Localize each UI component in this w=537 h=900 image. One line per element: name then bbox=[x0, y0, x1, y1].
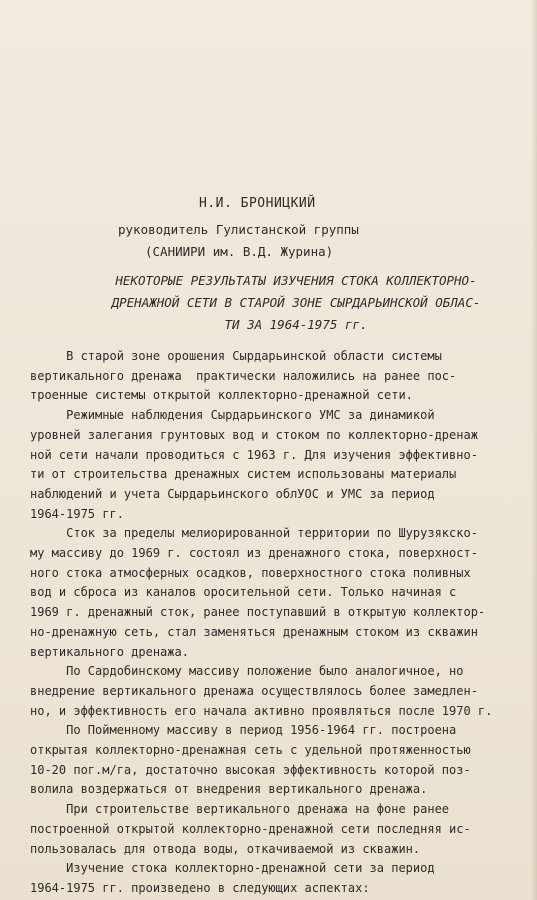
text-line: му массиву до 1969 г. состоял из дренажного стока, поверхност- bbox=[30, 546, 478, 561]
author-name: Н.И. БРОНИЦКИЙ bbox=[199, 196, 316, 211]
text-line: но-дренажную сеть, стал заменяться дренажным стоком из скважин bbox=[30, 624, 478, 639]
text-line: По Сардобинскому массиву положение было аналогичное, но bbox=[30, 664, 464, 679]
text-line: 1969 г. дренажный сток, ранее поступавший в открытую коллектор- bbox=[30, 605, 486, 620]
text-line: В старой зоне орошения Сырдарьинской области системы bbox=[30, 349, 442, 363]
text-line: ного стока атмосферных осадков, поверхностного стока поливных bbox=[30, 565, 471, 580]
text-line: вертикального дренажа практически наложились на ранее пос- bbox=[30, 368, 457, 383]
affiliation-line: руководитель Гулистанской группы bbox=[118, 222, 359, 237]
text-line: 1964-1975 гг. bbox=[30, 506, 124, 521]
text-line: открытая коллекторно-дренажная сеть с удельной протяженностью bbox=[30, 743, 471, 758]
author-affiliation bbox=[118, 219, 359, 263]
title-line: ТИ ЗА 1964-1975 гг. bbox=[224, 317, 368, 332]
article-title bbox=[86, 270, 506, 336]
title-line: НЕКОТОРЫЕ РЕЗУЛЬТАТЫ ИЗУЧЕНИЯ СТОКА КОЛЛЕКТОРНО- bbox=[115, 273, 477, 288]
text-line: уровней залегания грунтовых вод и стоком по коллекторно-дренаж bbox=[30, 427, 478, 442]
title-line: ДРЕНАЖНОЙ СЕТИ В СТАРОЙ ЗОНЕ СЫРДАРЬИНСКОЙ ОБЛАС- bbox=[111, 295, 481, 310]
text-line: 10-20 пог.м/га, достаточно высокая эффективность которой поз- bbox=[30, 762, 471, 777]
text-line: пользовалась для отвода воды, откачиваемой из скважин. bbox=[30, 841, 421, 856]
text-line: построенной открытой коллекторно-дренажной сети последняя ис- bbox=[30, 821, 471, 836]
text-line: вертикального дренажа. bbox=[30, 644, 189, 659]
text-line: ной сети начали проводиться с 1963 г. Для изучения эффективно- bbox=[30, 447, 478, 462]
text-line: вод и сброса из каналов оросительной сети. Только начиная с bbox=[30, 585, 457, 600]
text-line: 1964-1975 гг. произведено в следующих аспектах: bbox=[30, 880, 370, 895]
text-line: Сток за пределы мелиорированной территории по Шурузякско- bbox=[30, 526, 478, 541]
affiliation-line: (САНИИРИ им. В.Д. Журина) bbox=[145, 244, 334, 259]
text-line: По Пойменному массиву в период 1956-1964 гг. построена bbox=[30, 723, 457, 738]
text-line: Режимные наблюдения Сырдарьинского УМС за динамикой bbox=[30, 408, 435, 423]
text-line: троенные системы открытой коллекторно-дренажной сети. bbox=[30, 388, 413, 403]
text-line: но, и эффективность его начала активно проявляться после 1970 г. bbox=[30, 703, 493, 718]
text-line: волила воздержаться от внедрения вертикального дренажа. bbox=[30, 782, 428, 797]
text-line: Изучение стока коллекторно-дренажной сети за период bbox=[30, 861, 435, 876]
text-line: ти от строительства дренажных систем использованы материалы bbox=[30, 467, 457, 482]
text-line: внедрение вертикального дренажа осуществлялось более замедлен- bbox=[30, 683, 478, 698]
text-line: наблюдений и учета Сырдарьинского облУОС и УМС за период bbox=[30, 486, 435, 501]
body-text bbox=[30, 347, 525, 899]
text-line: При строительстве вертикального дренажа на фоне ранее bbox=[30, 802, 450, 817]
